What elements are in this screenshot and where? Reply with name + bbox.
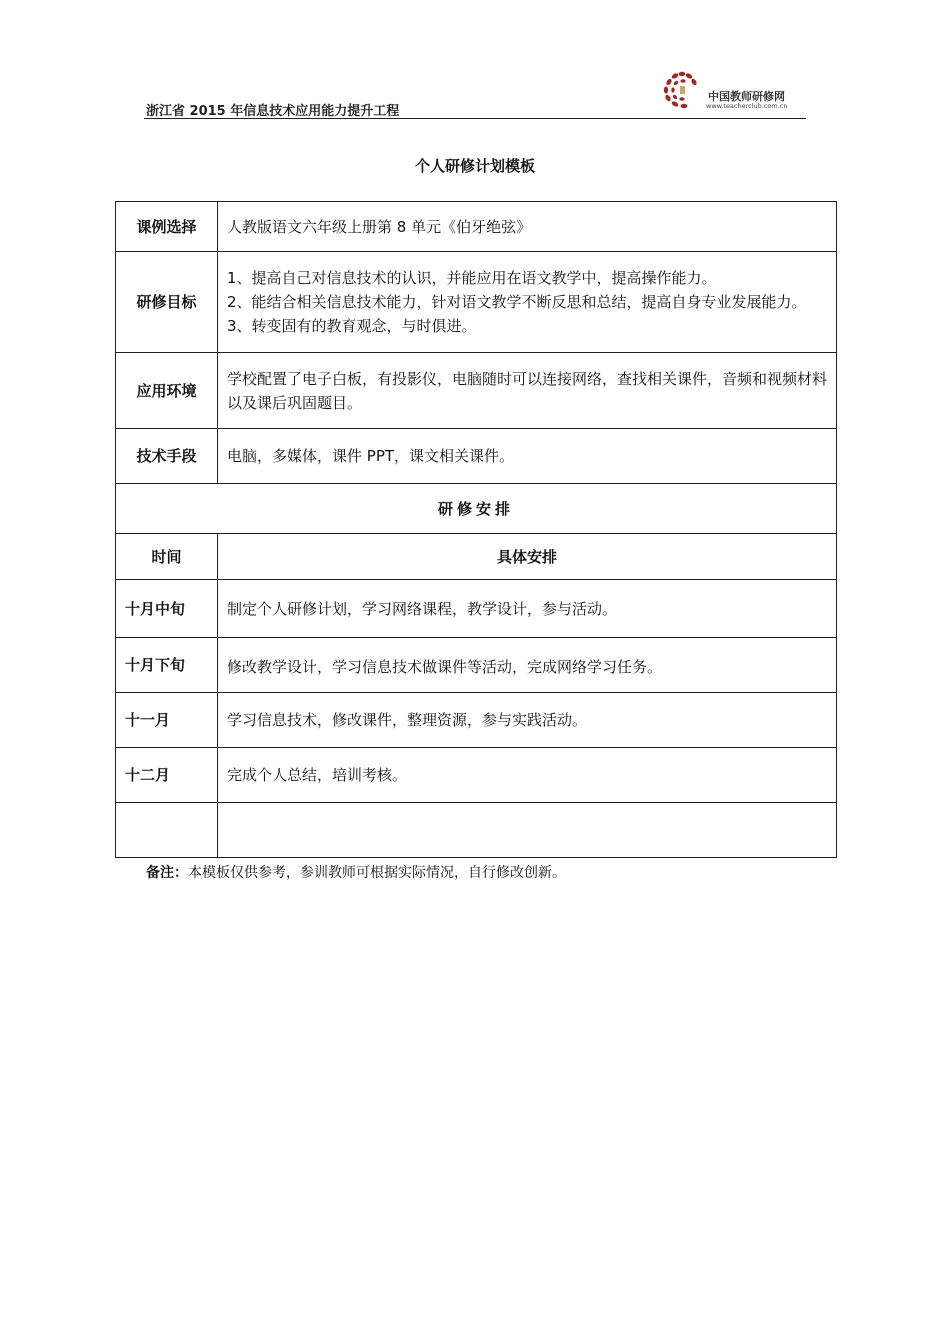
schedule-row bbox=[116, 638, 837, 693]
col-header-plan: 具体安排 bbox=[218, 534, 837, 580]
schedule-header-row bbox=[116, 534, 837, 580]
plan-table bbox=[115, 201, 837, 858]
logo-flower-icon bbox=[656, 68, 708, 112]
info-label: 应用环境 bbox=[116, 353, 218, 429]
footnote bbox=[146, 862, 566, 882]
schedule-title-row bbox=[116, 484, 837, 534]
schedule-plan: 学习信息技术，修改课件，整理资源，参与实践活动。 bbox=[218, 693, 837, 748]
schedule-row bbox=[116, 748, 837, 803]
info-row-environment bbox=[116, 353, 837, 429]
schedule-plan: 修改教学设计，学习信息技术做课件等活动，完成网络学习任务。 bbox=[218, 638, 837, 693]
info-content: 人教版语文六年级上册第 8 单元《伯牙绝弦》 bbox=[218, 202, 837, 252]
info-label: 课例选择 bbox=[116, 202, 218, 252]
schedule-row bbox=[116, 580, 837, 638]
teacherclub-logo bbox=[656, 68, 806, 114]
schedule-plan: 完成个人总结，培训考核。 bbox=[218, 748, 837, 803]
info-row-tools bbox=[116, 429, 837, 484]
col-header-time: 时间 bbox=[116, 534, 218, 580]
header-project-title: 浙江省 2015 年信息技术应用能力提升工程 bbox=[146, 104, 400, 119]
info-row-goals bbox=[116, 252, 837, 353]
schedule-row bbox=[116, 693, 837, 748]
info-content bbox=[218, 252, 837, 353]
info-label: 研修目标 bbox=[116, 252, 218, 353]
info-row-course bbox=[116, 202, 837, 252]
footnote-text: 本模板仅供参考，参训教师可根据实际情况，自行修改创新。 bbox=[188, 865, 566, 881]
schedule-row-empty bbox=[116, 803, 837, 858]
goal-line: 1、提高自己对信息技术的认识，并能应用在语文教学中，提高操作能力。 bbox=[227, 269, 717, 287]
schedule-plan: 制定个人研修计划，学习网络课程，教学设计，参与活动。 bbox=[218, 580, 837, 638]
logo-url: www.teacherclub.com.cn bbox=[706, 102, 788, 110]
footnote-label: 备注： bbox=[146, 865, 188, 881]
goal-line: 3、转变固有的教育观念，与时俱进。 bbox=[227, 317, 477, 335]
info-content: 电脑，多媒体，课件 PPT，课文相关课件。 bbox=[218, 429, 837, 484]
header-divider bbox=[144, 118, 806, 119]
document-title: 个人研修计划模板 bbox=[414, 157, 535, 175]
goal-line: 2、能结合相关信息技术能力，针对语文教学不断反思和总结，提高自身专业发展能力。 bbox=[227, 293, 807, 311]
logo-name: 中国教师研修网 bbox=[708, 90, 785, 103]
schedule-time: 十二月 bbox=[116, 748, 218, 803]
info-label: 技术手段 bbox=[116, 429, 218, 484]
schedule-time: 十一月 bbox=[116, 693, 218, 748]
schedule-time: 十月中旬 bbox=[116, 580, 218, 638]
schedule-time bbox=[116, 803, 218, 858]
info-content: 学校配置了电子白板，有投影仪，电脑随时可以连接网络，查找相关课件，音频和视频材料以及课后巩固题目。 bbox=[218, 353, 837, 429]
schedule-time: 十月下旬 bbox=[116, 638, 218, 693]
schedule-plan bbox=[218, 803, 837, 858]
schedule-title: 研修安排 bbox=[116, 484, 837, 534]
